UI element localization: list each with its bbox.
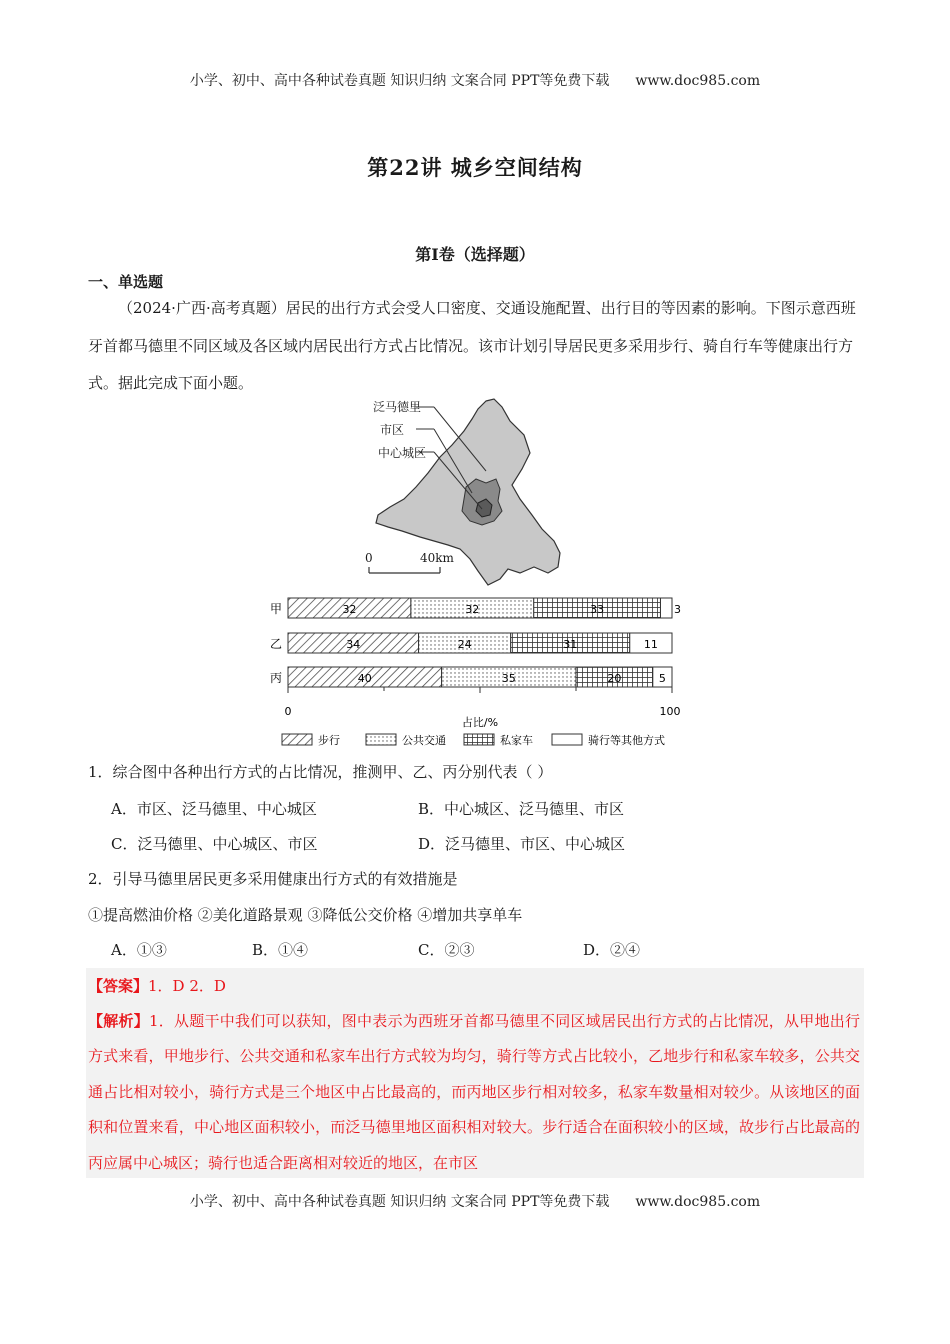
page-footer	[0, 1191, 950, 1211]
category-label-0: 甲	[269, 602, 283, 616]
header-text: 小学、初中、高中各种试卷真题 知识归纳 文案合同 PPT等免费下载	[189, 73, 610, 89]
value-label-other-2: 5	[658, 672, 666, 685]
explanation	[88, 1004, 860, 1178]
legend-swatch-walk	[282, 734, 312, 745]
bar-other-0	[660, 598, 672, 618]
answer-panel	[86, 968, 864, 1178]
value-label-walk-2: 40	[357, 672, 372, 685]
q2-option-c[interactable]: C．②③	[418, 941, 475, 959]
footer-text: 小学、初中、高中各种试卷真题 知识归纳 文案合同 PPT等免费下载	[189, 1194, 610, 1210]
q2-stem: 2．引导马德里居民更多采用健康出行方式的有效措施是	[88, 870, 458, 888]
page-header	[0, 70, 950, 90]
answer-line	[88, 975, 226, 996]
label-center: 中心城区	[378, 446, 427, 460]
value-label-bus-0: 32	[465, 603, 480, 616]
value-label-car-0: 33	[590, 603, 605, 616]
legend-walk: 步行	[318, 734, 340, 747]
footer-url[interactable]: www.doc985.com	[635, 1194, 761, 1210]
q2-option-b[interactable]: B．①④	[252, 941, 309, 959]
page-title: 第22讲 城乡空间结构	[367, 155, 583, 180]
x-axis-label: 占比/%	[461, 716, 499, 729]
legend-car: 私家车	[500, 734, 533, 747]
label-city: 市区	[380, 423, 405, 437]
q1-option-d[interactable]: D．泛马德里、市区、中心城区	[418, 835, 626, 853]
value-label-other-0: 3	[674, 603, 681, 616]
value-label-bus-2: 35	[501, 672, 516, 685]
q2-option-d[interactable]: D．②④	[583, 941, 641, 959]
question-intro: （2024·广西·高考真题）居民的出行方式会受人口密度、交通设施配置、出行目的等因素的影响。下图示意西班牙首都马德里不同区域及各区域内居民出行方式占比情况。该市计划引导居民更多采用步行、骑自行车等健康出行方式。据此完成下面小题。	[88, 299, 856, 392]
q1-option-a[interactable]: A．市区、泛马德里、中心城区	[111, 800, 317, 818]
x-tick-100: 100	[659, 705, 681, 718]
answer-label: 【答案】	[88, 977, 149, 995]
x-tick-0: 0	[284, 705, 292, 718]
legend-swatch-bus	[366, 734, 396, 745]
category-label-1: 乙	[269, 637, 283, 651]
value-label-walk-0: 32	[342, 603, 357, 616]
explanation-label: 【解析】	[88, 1012, 149, 1030]
q2-option-a[interactable]: A．①③	[111, 941, 167, 959]
volume-heading: 第I卷（选择题）	[415, 245, 535, 264]
q1-option-c[interactable]: C．泛马德里、中心城区、市区	[111, 835, 318, 853]
legend-swatch-car	[464, 734, 494, 745]
value-label-other-1: 11	[643, 638, 658, 651]
value-label-bus-1: 24	[457, 638, 472, 651]
section-heading: 一、单选题	[88, 273, 164, 291]
q2-items: ①提高燃油价格 ②美化道路景观 ③降低公交价格 ④增加共享单车	[88, 906, 523, 924]
legend-bus: 公共交通	[402, 734, 446, 747]
legend-other: 骑行等其他方式	[588, 734, 665, 747]
category-label-2: 丙	[269, 671, 283, 685]
legend-swatch-other	[552, 734, 582, 745]
label-greater-madrid: 泛马德里	[373, 400, 422, 414]
scale-zero: 0	[365, 551, 373, 565]
q1-stem: 1．综合图中各种出行方式的占比情况，推测甲、乙、丙分别代表（ ）	[88, 763, 553, 781]
value-label-car-2: 20	[607, 672, 622, 685]
value-label-walk-1: 34	[346, 638, 361, 651]
scale-distance: 40km	[420, 551, 454, 565]
explanation-text: 1．从题干中我们可以获知，图中表示为西班牙首都马德里不同区域居民出行方式的占比情况，从甲地出行方式来看，甲地步行、公共交通和私家车出行方式较为均匀，骑行等方式占比较小，乙地步行和私家车较多，公共交通占比相对较小，骑行方式是三个地区中占比最高的，而丙地区步行相对较多，私家车数量相对较少。从该地区的面积和位置来看，中心地区面积较小，而泛马德里地区面积相对较大。步行适合在面积较小的区域，故步行占比最高的丙应属中心城区；骑行也适合距离相对较近的地区，在市区	[88, 1012, 860, 1172]
chart-legend	[282, 733, 665, 747]
header-url[interactable]: www.doc985.com	[635, 73, 761, 89]
q1-option-b[interactable]: B．中心城区、泛马德里、市区	[418, 800, 625, 818]
travel-mode-chart	[262, 592, 702, 754]
value-label-car-1: 31	[563, 638, 578, 651]
answer-text: 1．D 2．D	[148, 977, 226, 995]
